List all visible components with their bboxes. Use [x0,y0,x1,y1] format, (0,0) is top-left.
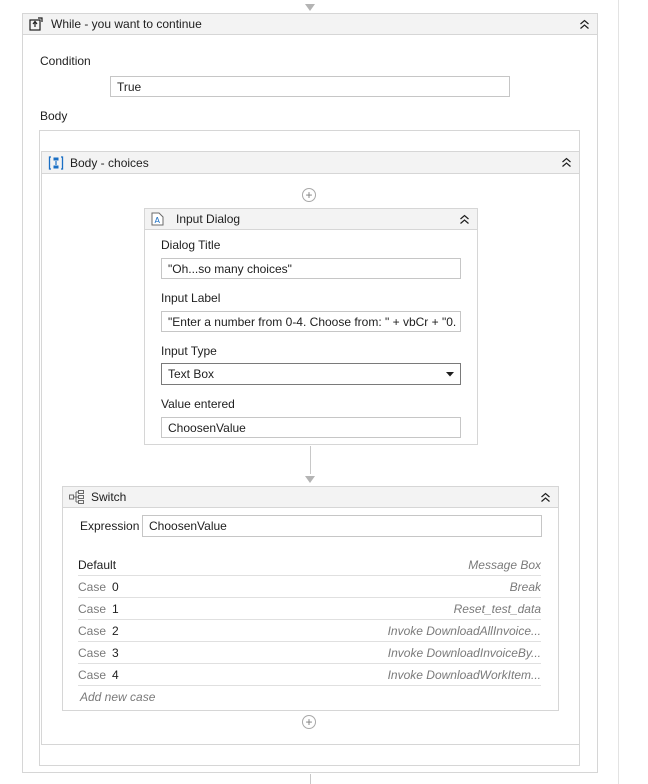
case-label: Case [78,645,107,660]
while-loop-icon [29,17,43,31]
expression-field[interactable]: ChoosenValue [142,515,542,537]
top-connector-arrow [305,4,315,11]
collapse-chevrons-icon[interactable] [457,212,471,226]
value-entered-field[interactable]: ChoosenValue [161,417,461,438]
switch-icon [69,490,85,504]
case-label: Case [78,623,107,638]
case-row[interactable] [78,620,541,642]
connector-line [310,446,311,474]
case-number: 1 [112,601,119,616]
input-label-label: Input Label [161,291,221,305]
input-dialog-icon [151,212,164,226]
input-label-field[interactable]: "Enter a number from 0-4. Choose from: " + vbCr + "0. [161,311,461,332]
switch-header[interactable] [63,487,558,508]
case-row[interactable] [78,598,541,620]
case-number: 0 [112,579,119,594]
dialog-title-label: Dialog Title [161,238,221,252]
case-row[interactable] [78,642,541,664]
collapse-chevrons-icon[interactable] [559,156,573,170]
while-title: While - you want to continue [51,17,202,31]
bottom-connector-line [310,774,311,784]
case-activity: Invoke DownloadAllInvoice... [387,623,541,638]
connector-arrow [305,476,315,483]
case-label: Case [78,667,107,682]
body-label: Body [40,109,68,123]
case-row[interactable] [78,576,541,598]
sequence-title: Body - choices [70,155,149,170]
condition-field[interactable]: True [110,76,510,97]
default-label: Default [78,557,117,572]
add-new-case-link[interactable]: Add new case [80,690,156,704]
case-activity: Break [509,579,541,594]
case-label: Case [78,579,107,594]
value-entered-label: Value entered [161,397,235,411]
while-header[interactable] [23,14,597,35]
case-activity: Invoke DownloadWorkItem... [387,667,541,682]
input-dialog-title: Input Dialog [176,212,241,226]
default-activity: Message Box [468,557,541,572]
collapse-chevrons-icon[interactable] [538,490,552,504]
expression-label: Expression [80,519,140,533]
case-label: Case [78,601,107,616]
switch-title: Switch [91,490,127,504]
case-number: 4 [112,667,119,682]
input-type-label: Input Type [161,344,217,358]
case-activity: Reset_test_data [453,601,541,616]
collapse-chevrons-icon[interactable] [577,17,591,31]
default-case-row[interactable] [78,554,541,576]
sequence-icon [48,155,64,171]
case-number: 2 [112,623,119,638]
sequence-header[interactable] [42,152,579,174]
dialog-title-field[interactable]: "Oh...so many choices" [161,258,461,279]
input-dialog-header[interactable] [145,209,477,230]
case-activity: Invoke DownloadInvoiceBy... [387,645,541,660]
right-scroll-divider [618,0,619,784]
case-number: 3 [112,645,119,660]
add-activity-icon[interactable]: + [302,188,316,202]
add-activity-icon[interactable]: + [302,715,316,729]
input-type-value: Text Box [168,367,215,381]
dropdown-caret-icon[interactable] [446,372,454,377]
input-type-select[interactable] [161,363,461,385]
condition-label: Condition [40,54,91,68]
svg-text:A: A [154,216,160,225]
case-row[interactable] [78,664,541,686]
